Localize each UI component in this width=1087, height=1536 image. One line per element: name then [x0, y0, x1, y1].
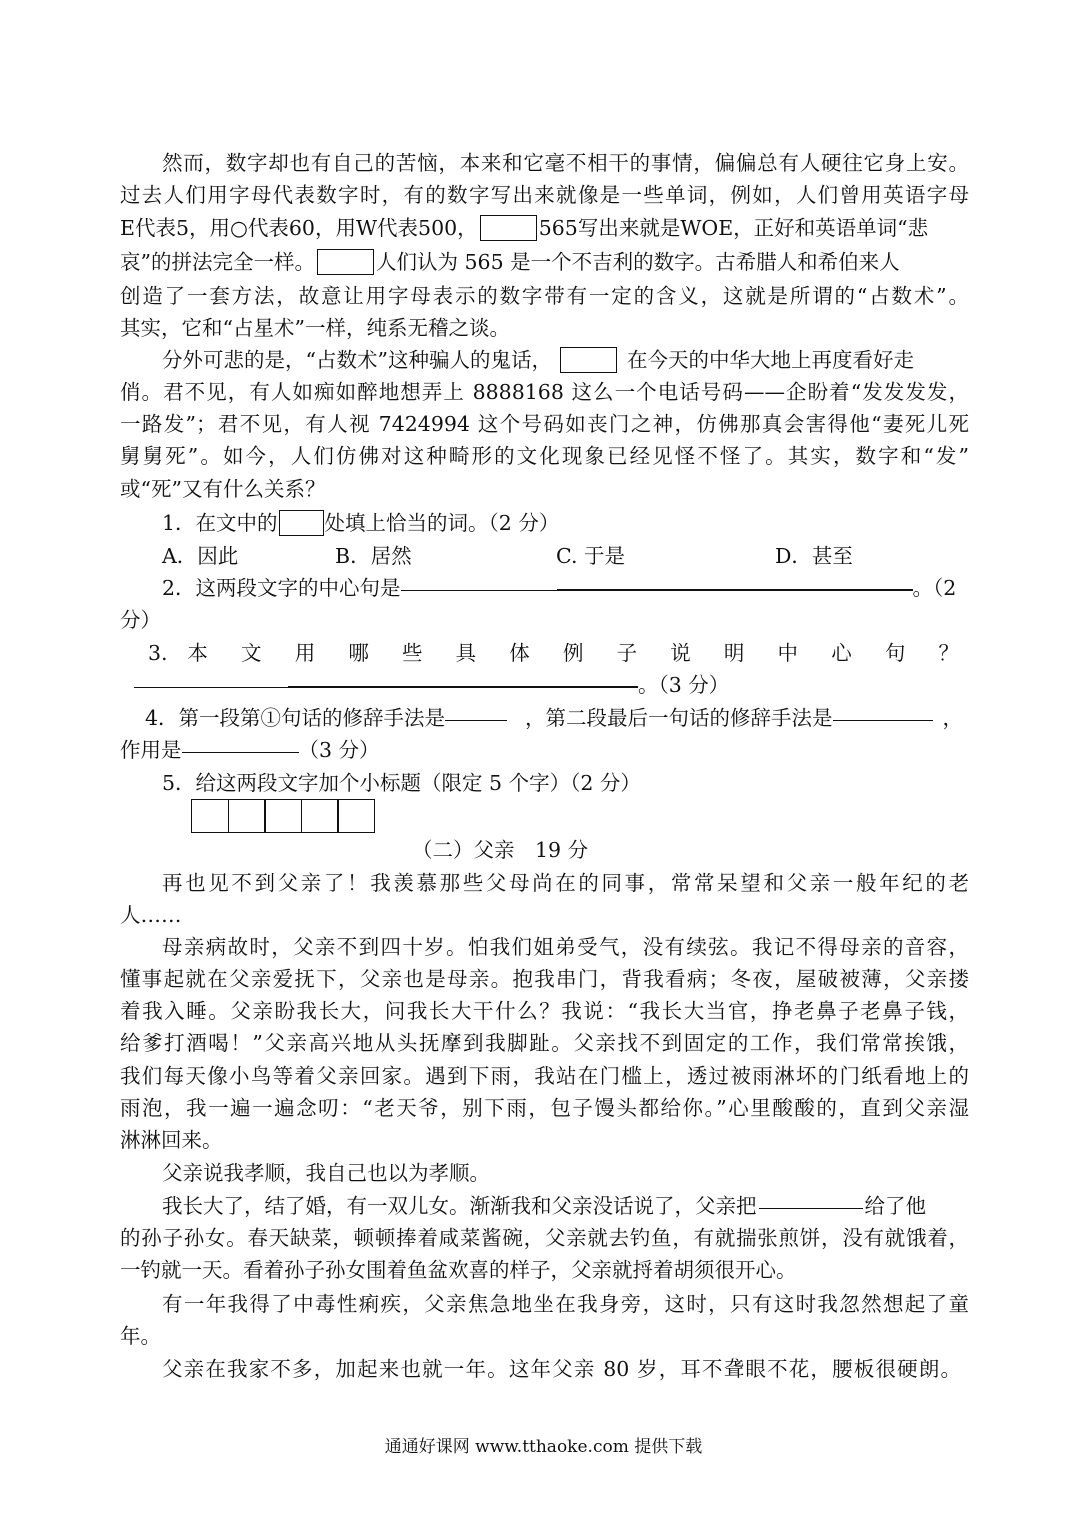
- option-d[interactable]: D．甚至: [775, 544, 853, 568]
- question-4: [145, 702, 963, 734]
- para2-line1-text-b: 在今天的中华大地上再度看好走: [626, 348, 914, 372]
- question-2-text-b: 。（2: [912, 576, 957, 600]
- para1-line1: 然而，数字却也有自己的苦恼，本来和它毫不相干的事情，偏偏总有人硬往它身上安。: [162, 151, 969, 175]
- para2-line1-text-a: 分外可悲的是，“占数术”这种骗人的鬼话，: [162, 348, 552, 372]
- para1-line6: 其实，它和“占星术”一样，纯系无稽之谈。: [120, 316, 510, 340]
- question-2: [162, 572, 956, 604]
- option-a[interactable]: A．因此: [162, 544, 239, 568]
- answer-line-q3a[interactable]: [134, 673, 288, 688]
- title-char-box-2[interactable]: [228, 799, 266, 833]
- para1-line4-text-b: 人们认为 565 是一个不吉利的数字。古希腊人和希伯来人: [375, 250, 900, 274]
- para2-line3: 一路发”；君不见，有人视 7424994 这个号码如丧门之神，仿佛那真会害得他“妻死儿死: [120, 412, 969, 436]
- page-footer: 通通好课网 www.tthaoke.com 提供下载: [384, 1437, 703, 1457]
- section2-p4-text-b: 给了他: [864, 1194, 926, 1218]
- answer-line-q4a[interactable]: [445, 706, 507, 721]
- section2-p4-line1: [162, 1190, 926, 1222]
- section2-p2-line3: 着我入睡。父亲盼我长大，问我长大干什么？我说：“我长大当官，挣老鼻子老鼻子钱，: [120, 999, 969, 1023]
- question-2-text-a: 2．这两段文字的中心句是: [162, 576, 401, 600]
- para2-line1: [162, 344, 914, 376]
- answer-line-q3b[interactable]: [288, 672, 638, 688]
- section2-p6: 父亲在我家不多，加起来也就一年。这年父亲 80 岁，耳不聋眼不花，腰板很硬朗。: [162, 1357, 961, 1381]
- section2-p2-line4: 给爹打酒喝！”父亲高兴地从头抚摩到我脚趾。父亲找不到固定的工作，我们常常挨饿，: [120, 1031, 969, 1055]
- para2-line2: 俏。君不见，有人如痴如醉地想弄上 8888168 这么一个电话号码——企盼着“发发发发，: [120, 380, 969, 404]
- section2-p5-line2: 年。: [120, 1324, 161, 1348]
- section2-p3: 父亲说我孝顺，我自己也以为孝顺。: [162, 1161, 490, 1185]
- title-char-box-3[interactable]: [264, 799, 302, 833]
- question-4-points: （3 分）: [298, 738, 380, 762]
- section2-p4-line2: 的孙子孙女。春天缺菜，顿顿捧着咸菜酱碗，父亲就去钓鱼，有就揣张煎饼，没有就饿着，: [120, 1226, 969, 1250]
- section2-p5-line1: 有一年我得了中毒性痢疾，父亲焦急地坐在我身旁，这时，只有这时我忽然想起了童: [162, 1292, 969, 1316]
- section2-p2-line1: 母亲病故时，父亲不到四十岁。怕我们姐弟受气，没有续弦。我记不得母亲的音容，: [162, 935, 969, 959]
- para1-line4-text-a: 哀”的拼法完全一样。: [120, 250, 315, 274]
- answer-blank-box-2[interactable]: [317, 249, 374, 275]
- question-4-text-c: ，: [942, 706, 964, 730]
- question-3-answer-row: [134, 669, 729, 701]
- section2-p1-line1: 再也见不到父亲了！我羡慕那些父母尚在的同事，常常呆望和父亲一般年纪的老: [162, 871, 969, 895]
- title-char-box-1[interactable]: [191, 799, 229, 833]
- answer-line-q2b[interactable]: [557, 575, 913, 591]
- question-3: 3. 本 文 用 哪 些 具 体 例 子 说 明 中 心 句 ？: [148, 641, 959, 665]
- para1-line4: [120, 246, 900, 278]
- answer-blank-box-3[interactable]: [560, 347, 617, 373]
- section2-p2-line6: 雨泡，我一遍一遍念叨：“老天爷，别下雨，包子馒头都给你。”心里酸酸的，直到父亲湿: [120, 1096, 969, 1120]
- answer-blank-box-q1[interactable]: [279, 510, 324, 536]
- question-1-text-a: 1．在文中的: [162, 511, 278, 535]
- para1-line2: 过去人们用字母代表数字时，有的数字写出来就像是一些单词，例如，人们曾用英语字母: [120, 183, 969, 207]
- title-answer-grid: [191, 799, 375, 833]
- question-1-text-b: 处填上恰当的词。（2 分）: [324, 511, 560, 535]
- para1-line3-text-a: E代表5，用○代表60，用W代表500，: [120, 216, 478, 240]
- answer-line-q4b[interactable]: [833, 706, 933, 721]
- para1-line3-text-b: 565写出来就是WOE，正好和英语单词“悲: [538, 216, 929, 240]
- answer-line-q4c[interactable]: [182, 738, 299, 753]
- para1-line3: [120, 212, 928, 244]
- question-4-text-b: ，第二段最后一句话的修辞手法是: [525, 706, 833, 730]
- question-1: [162, 507, 559, 539]
- section2-p1-line2: 人……: [120, 903, 182, 927]
- title-char-box-4[interactable]: [301, 799, 339, 833]
- answer-blank-box-1[interactable]: [480, 215, 537, 241]
- section2-p4-text-a: 我长大了，结了婚，有一双儿女。渐渐我和父亲没话说了，父亲把: [162, 1194, 757, 1218]
- question-4-cont: [120, 734, 380, 766]
- section2-p2-line2: 懂事起就在父亲爱抚下，父亲也是母亲。抱我串门，背我看病；冬夜，屋破被薄，父亲搂: [120, 967, 969, 991]
- option-c[interactable]: C. 于是: [556, 544, 625, 568]
- section2-p2-line7: 淋淋回来。: [120, 1128, 223, 1152]
- question-5: 5．给这两段文字加个小标题（限定 5 个字）（2 分）: [162, 771, 641, 795]
- para2-line4: 舅舅死”。如今，人们仿佛对这种畸形的文化现象已经见怪不怪了。其实，数字和“发”: [120, 444, 969, 468]
- question-4-text-a: 4．第一段第①句话的修辞手法是: [145, 706, 446, 730]
- section-2-title: （二）父亲 19 分: [412, 838, 589, 862]
- section2-p4-line3: 一钓就一天。看着孙子孙女围着鱼盆欢喜的样子，父亲就捋着胡须很开心。: [120, 1258, 797, 1282]
- option-b[interactable]: B．居然: [335, 544, 412, 568]
- section2-p2-line5: 我们每天像小鸟等着父亲回家。遇到下雨，我站在门槛上，透过被雨淋坏的门纸看地上的: [120, 1064, 969, 1088]
- title-char-box-5[interactable]: [337, 799, 375, 833]
- question-4-text-d: 作用是: [120, 738, 182, 762]
- answer-line-q2a[interactable]: [401, 576, 557, 591]
- question-2-cont: 分）: [120, 608, 161, 632]
- answer-line-fill-in[interactable]: [759, 1194, 863, 1209]
- para1-line5: 创造了一套方法，故意让用字母表示的数字带有一定的含义，这就是所谓的“占数术”。: [120, 284, 969, 308]
- question-3-points: 。（3 分）: [638, 673, 730, 697]
- para2-line5: 或“死”又有什么关系？: [120, 477, 326, 501]
